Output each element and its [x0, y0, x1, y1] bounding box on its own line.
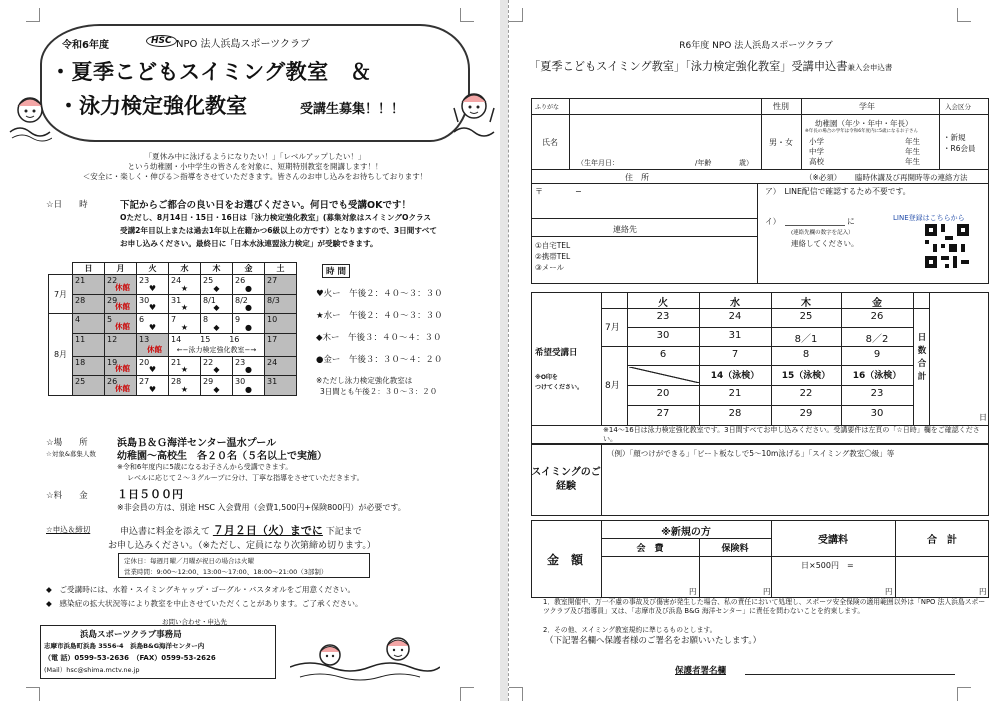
- day-cell[interactable]: 30: [656, 330, 670, 341]
- headline-kentei: ・泳力検定強化教室: [58, 94, 247, 118]
- target-note: レベルに応じて２〜３グループに分け、丁寧な指導をさせていただきます。: [127, 474, 364, 482]
- total-label: 合 計: [927, 535, 957, 546]
- required-label: （※必須）: [805, 173, 842, 182]
- day-number: 31: [171, 295, 182, 305]
- day-number: 10: [267, 315, 278, 324]
- circle-icon: ●: [245, 322, 252, 332]
- contact-head: お問い合わせ・申込先: [162, 618, 227, 626]
- yen-unit: 円: [979, 587, 987, 596]
- star-icon: ★: [180, 283, 189, 293]
- circle-icon: ●: [245, 283, 252, 293]
- day-number: 25: [203, 276, 214, 285]
- month-label: 8月: [605, 381, 620, 391]
- yen-unit: 円: [885, 587, 893, 596]
- line-contact: 連絡してください。: [791, 239, 859, 248]
- day-number: 4: [75, 315, 81, 324]
- flyer-page: [0, 0, 500, 701]
- date-text: Oただし、8月14日・15日・16日は「泳力検定強化教室」(募集対象はスイミングOクラス: [120, 213, 432, 222]
- day-number: 8: [203, 315, 209, 324]
- date-text: お申し込みください。最終日に「日本水泳連盟泳力検定」が受験できます。: [120, 239, 378, 248]
- name-field[interactable]: [569, 114, 761, 169]
- closed-label: 休館: [115, 302, 130, 311]
- weekday-header: 日: [73, 263, 105, 275]
- day-cell[interactable]: 27: [656, 408, 670, 419]
- day-number: 8/3: [267, 295, 280, 305]
- disclaimer: 2．その他、スイミング教室規約に準じるものとします。: [543, 626, 717, 634]
- day-cell[interactable]: 21: [728, 388, 742, 399]
- nen-label: 年生: [905, 137, 920, 146]
- form-header: R6年度 NPO 法人浜島スポーツクラブ: [679, 41, 833, 51]
- day-cell[interactable]: 31: [728, 330, 742, 341]
- swimmer-illustration-left: [8, 92, 52, 146]
- day-cell[interactable]: 23: [870, 388, 884, 399]
- contact-mail: (Mail）hsc@shima.mctv.ne.jp: [44, 666, 140, 674]
- birthday-label: （生年月日：: [577, 159, 619, 167]
- mobile-tel[interactable]: ②携帯TEL: [535, 252, 571, 261]
- day-number: 22: [107, 276, 118, 285]
- diamond-icon: ◆: [213, 384, 220, 394]
- day-number: 11: [75, 334, 86, 344]
- day-cell[interactable]: 20: [656, 388, 670, 399]
- intro-line: 「夏休み中に泳げるようになりたい！」「レベルアップしたい！」: [144, 152, 366, 161]
- form-title-main: 「夏季こどもスイミング教室」「泳力検定強化教室」受講申込書: [529, 60, 848, 73]
- time-row: ◆木ー 午後３：４０〜４：３０: [316, 333, 442, 343]
- day-cell[interactable]: 30: [870, 408, 884, 419]
- day-number: 24: [267, 357, 278, 367]
- intro-line: という幼稚園・小中学生の皆さんを対象に、短期特別教室を開講します！！: [127, 162, 383, 171]
- day-cell[interactable]: 28: [728, 408, 742, 419]
- time-note: ※ただし泳力検定強化教室は: [316, 376, 413, 385]
- diamond-icon: ◆: [213, 283, 220, 293]
- day-number: 13: [139, 334, 150, 344]
- wish-day-note: つけてください。: [535, 384, 584, 391]
- contact-addr: 志摩市浜島町浜島 3556-4 浜島B&G海洋センター内: [44, 642, 205, 650]
- grade-elementary: 小学: [809, 137, 824, 146]
- grade-high: 高校: [809, 157, 824, 166]
- form-title: [529, 58, 892, 74]
- day-unit: 日: [979, 413, 987, 422]
- time-row: ●金ー 午後３：３０〜４：２０: [316, 355, 443, 365]
- hours-text: 定休日：毎週月曜／月曜が祝日の場合は火曜: [124, 557, 254, 565]
- day-number: 16: [229, 334, 240, 344]
- closed-label: 休館: [115, 321, 130, 331]
- day-number: 19: [107, 357, 118, 367]
- day-cell[interactable]: 6: [659, 349, 667, 360]
- qr-code-icon[interactable]: [925, 224, 969, 272]
- day-cell[interactable]: 26: [870, 311, 884, 322]
- circle-icon: ●: [245, 384, 252, 394]
- hours-text: 営業時間：9:00〜12:00、13:00〜17:00、18:00〜21:00（3部制）: [124, 568, 328, 576]
- experience-field[interactable]: [601, 460, 989, 516]
- day-number: 28: [75, 295, 86, 305]
- age-label: /年齢: [695, 159, 712, 167]
- line-note: (連絡先欄の数字を記入）: [791, 230, 854, 236]
- club-name: NPO 法人浜島スポーツクラブ: [176, 39, 311, 50]
- kentei-arrow: ←−泳力検定強化教室−→: [176, 345, 257, 354]
- day-cell[interactable]: 14（泳検）: [710, 371, 760, 381]
- experience-example: （例）「顔つけができる」「ビート板なしで5〜10m泳げる」「スイミング教室〇級」等: [607, 449, 895, 458]
- day-number: 12: [107, 334, 118, 344]
- line-ni: に: [847, 217, 855, 226]
- line-option-i[interactable]: イ）: [765, 217, 781, 226]
- form-title-sub: 兼入会申込書: [847, 63, 893, 72]
- day-cell[interactable]: 29: [799, 408, 813, 419]
- target-note: ※令和6年度内に5歳になるお子さんから受講できます。: [117, 463, 293, 471]
- heart-icon: ♥: [148, 283, 157, 293]
- weekday-header: 土: [265, 263, 297, 275]
- day-number: 21: [75, 276, 86, 285]
- time-note: 3日間とも午後２：３０〜３：２０: [320, 387, 438, 396]
- line-register[interactable]: LINE登録はこちらから: [893, 214, 965, 222]
- weekday-header: 火: [137, 263, 169, 275]
- application-form-page: [508, 0, 1002, 701]
- insurance-label: 保険料: [721, 544, 749, 554]
- crop-mark: [26, 687, 40, 701]
- nen-label: 年生: [905, 147, 920, 156]
- day-number: 29: [203, 377, 214, 386]
- day-number: 15: [200, 334, 211, 344]
- day-header: 火: [658, 298, 668, 309]
- year-label: 令和6年度: [62, 40, 109, 51]
- lesson-fee-label: 受講料: [818, 535, 848, 546]
- fee-note: ※非会員の方は、別途 HSC 入会費用（会費1,500円+保険800円）が必要です。: [117, 503, 406, 512]
- intro-line: ＜安全に・楽しく・伸びる＞指導をさせていただきます。皆さんのお申し込みをお待ちしております！: [82, 172, 428, 181]
- kentei-note: ※14〜16日は泳力検定強化教室です。3日間すべてお申し込みください。受講要件は左頁の「☆日時」欄をご確認ください。: [603, 426, 980, 443]
- day-cell[interactable]: 22: [799, 388, 813, 399]
- apply-deadline: ７月２日（火）までに: [212, 524, 323, 537]
- date-text: 下記からご都合の良い日をお選びください。何日でも受講OKです！: [120, 200, 411, 211]
- date-text: 受講2年目以上または過去1年以上在籍かつ6級以上の方です）となりますので、3日間すべて: [120, 226, 437, 235]
- heart-icon: ♥: [148, 365, 157, 374]
- apply-text: [120, 522, 362, 538]
- crop-mark: [509, 687, 523, 701]
- star-icon: ★: [180, 365, 189, 374]
- day-number: 30: [235, 377, 246, 386]
- place: 浜島Ｂ＆Ｇ海洋センター温水プール: [117, 438, 277, 449]
- apply-text: お申し込みください。（※ただし、定員になり次第締め切ります。）: [108, 541, 376, 551]
- wish-day-label: 希望受講日: [535, 348, 578, 358]
- name-label: 氏名: [542, 138, 558, 147]
- kids-illustration: [290, 625, 440, 685]
- yen-unit: 円: [763, 587, 771, 596]
- strike-line: [629, 367, 699, 383]
- notice-label: 臨時休講及び再開時等の連絡方法: [855, 173, 968, 182]
- day-number: 27: [139, 377, 150, 386]
- month-label: 7月: [49, 275, 73, 314]
- hsc-logo: HSC: [146, 35, 177, 47]
- category-member[interactable]: ・R6会員: [943, 144, 976, 153]
- time-row: ★水ー 午後２：４０〜３：３０: [316, 311, 443, 321]
- bullet-note: ◆ ご受講時には、水着・スイミングキャップ・ゴーグル・バスタオルをご用意ください。: [46, 585, 356, 594]
- day-cell[interactable]: 8／1: [794, 334, 818, 345]
- fee: １日５００円: [117, 488, 183, 501]
- fee-label: ☆料 金: [46, 491, 88, 501]
- day-number: 5: [107, 315, 113, 324]
- day-number: 8/1: [203, 295, 216, 305]
- swimmer-illustration-right: [452, 88, 496, 144]
- day-cell[interactable]: 25: [799, 311, 813, 322]
- star-icon: ★: [180, 303, 189, 312]
- day-number: 27: [267, 276, 278, 285]
- closed-label: 休館: [147, 344, 162, 354]
- amount-label: 金 額: [547, 553, 584, 567]
- day-number: 17: [267, 334, 278, 344]
- weekday-header: 水: [169, 263, 201, 275]
- signature-line[interactable]: [745, 674, 955, 675]
- crop-mark: [957, 687, 971, 701]
- day-number: 14: [171, 334, 182, 344]
- heart-icon: ♥: [148, 303, 157, 312]
- total-days-label: 日数合計: [917, 333, 927, 382]
- day-header: 金: [872, 298, 882, 309]
- day-number: 6: [139, 315, 145, 324]
- heart-icon: ♥: [148, 322, 157, 332]
- signature-label: 保護者署名欄: [675, 666, 727, 676]
- crop-mark: [509, 8, 523, 22]
- day-cell[interactable]: 9: [873, 349, 881, 360]
- target: 幼稚園〜高校生 各２０名（５名以上で実施）: [117, 451, 327, 462]
- day-header: 水: [730, 298, 740, 309]
- closed-label: 休館: [115, 364, 130, 373]
- experience-label: スイミングのご経験: [531, 467, 601, 492]
- disclaimer: 1．教室開催中、万一不慮の事故及び傷害が発生した場合、私の責任において処理し、スポーツ安全保険の適用範囲以外は「NPO 法人浜島スポーツクラブ及び指導員」又は、「志摩市及び浜島 B&G 海洋センター」に責任を問わないことを約束します。: [543, 598, 986, 615]
- circle-icon: ●: [245, 303, 252, 312]
- weekday-header: 金: [233, 263, 265, 275]
- diamond-icon: ◆: [213, 322, 220, 332]
- grade-kinder[interactable]: 幼稚園（年少・年中・年長）: [815, 119, 913, 128]
- member-fee-label: 会 費: [636, 544, 664, 554]
- calendar: [48, 262, 297, 396]
- grade-header: 学年: [859, 102, 875, 111]
- day-number: 23: [235, 357, 246, 367]
- address-label: 住 所: [625, 173, 649, 182]
- month-label: 8月: [49, 314, 73, 396]
- nen-label: 年生: [905, 157, 920, 166]
- weekday-header: 月: [105, 263, 137, 275]
- crop-mark: [460, 687, 474, 701]
- diamond-icon: ◆: [213, 365, 220, 374]
- time-row: ♥火ー 午後２：４０〜３：３０: [316, 289, 443, 299]
- headline-recruit: 受講生募集！！！: [300, 102, 405, 117]
- closed-label: 休館: [115, 282, 130, 292]
- grade-middle: 中学: [809, 147, 824, 156]
- day-cell[interactable]: 16（泳検）: [852, 371, 902, 381]
- new-member-label: ※新規の方: [661, 527, 711, 538]
- sex-options[interactable]: 男・女: [769, 138, 793, 147]
- heart-icon: ♥: [148, 384, 157, 394]
- sex-header: 性別: [773, 102, 789, 111]
- age-unit: 歳）: [739, 159, 753, 167]
- day-number: 31: [267, 377, 278, 386]
- category-header: 入会区分: [945, 103, 971, 111]
- crop-mark: [957, 8, 971, 22]
- day-cell[interactable]: 8／2: [865, 334, 889, 345]
- crop-mark: [460, 8, 474, 22]
- contact-label: 連絡先: [613, 225, 637, 234]
- category-new[interactable]: ・新規: [943, 133, 966, 142]
- day-cell[interactable]: 7: [731, 349, 739, 360]
- day-number: 7: [171, 315, 177, 324]
- day-number: 28: [171, 377, 182, 386]
- day-number: 18: [75, 357, 86, 367]
- place-label: ☆場 所: [46, 438, 88, 448]
- lesson-calc[interactable]: 日×500円 =: [801, 561, 854, 570]
- weekday-header: 木: [201, 263, 233, 275]
- circle-icon: ●: [245, 365, 252, 374]
- mail-field[interactable]: ③メール: [535, 263, 565, 272]
- grade-note: ※年長の場合の学年は令和6年度内に5歳になるお子さん: [805, 129, 918, 134]
- home-tel[interactable]: ①自宅TEL: [535, 241, 571, 250]
- day-number: 26: [235, 276, 246, 285]
- day-cell[interactable]: 15（泳検）: [781, 371, 831, 381]
- star-icon: ★: [180, 322, 189, 332]
- apply-text-a: 申込書に料金を添えて: [120, 527, 211, 537]
- headline-swimming: ・夏季こどもスイミング教室 ＆: [50, 60, 372, 84]
- date-label: ☆日 時: [46, 200, 88, 210]
- day-number: 8/2: [235, 295, 248, 305]
- day-number: 9: [235, 315, 241, 324]
- star-icon: ★: [180, 384, 189, 394]
- day-number: 26: [107, 377, 118, 386]
- day-cell[interactable]: 24: [728, 311, 742, 322]
- day-number: 20: [139, 357, 150, 367]
- contact-office: 浜島スポーツクラブ事務局: [80, 630, 182, 640]
- bullet-note: ◆ 感染症の拡大状況等により教室を中止させていただくことがあります。ご了承ください。: [46, 599, 363, 608]
- day-header: 木: [801, 298, 811, 309]
- diamond-icon: ◆: [213, 303, 220, 312]
- signature-request: （下記署名欄へ保護者様のご署名をお願いいたします。）: [545, 636, 762, 646]
- time-title: 時 間: [322, 264, 350, 278]
- day-cell[interactable]: 8: [802, 349, 810, 360]
- day-cell[interactable]: 23: [656, 311, 670, 322]
- month-label: 7月: [605, 323, 620, 333]
- day-number: 21: [171, 357, 182, 367]
- contact-tel: （電 話）0599-53-2636 （FAX）0599-53-2626: [44, 654, 216, 662]
- day-number: 22: [203, 357, 214, 367]
- day-number: 29: [107, 295, 118, 305]
- postal-field[interactable]: 〒 −: [535, 187, 582, 196]
- day-number: 23: [139, 276, 150, 285]
- day-number: 30: [139, 295, 150, 305]
- day-number: 25: [75, 377, 86, 386]
- day-number: 24: [171, 276, 182, 285]
- line-option-a[interactable]: ア） LINE配信で確認するため不要です。: [765, 187, 911, 196]
- wish-day-note: ※O印を: [535, 374, 558, 381]
- crop-mark: [26, 8, 40, 22]
- apply-label: ☆申込＆締切: [46, 525, 91, 534]
- target-label: ☆対象&募集人数: [46, 450, 96, 458]
- closed-label: 休館: [115, 383, 130, 393]
- apply-text-c: 下記まで: [325, 527, 362, 537]
- furigana-label: ふりがな: [535, 104, 560, 111]
- yen-unit: 円: [689, 587, 697, 596]
